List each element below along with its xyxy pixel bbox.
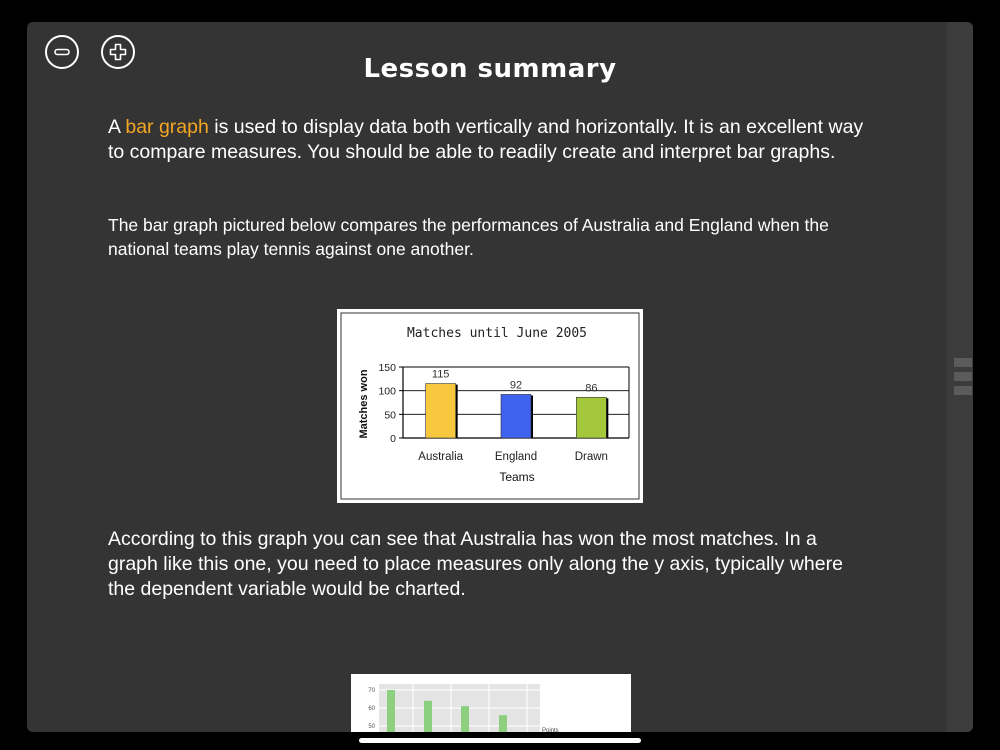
bar [387, 690, 395, 732]
legend-label: Points [542, 728, 559, 732]
y-tick-label: 150 [378, 362, 396, 374]
bar-chart-figure [337, 309, 643, 503]
y-tick-label: 100 [378, 385, 396, 398]
category-label: Australia [418, 451, 464, 463]
bar [499, 715, 507, 732]
bar [424, 701, 432, 732]
bar [461, 706, 469, 732]
category-label: England [494, 451, 538, 463]
category-label: Drawn [574, 451, 608, 463]
bar-england [501, 394, 531, 438]
bar-australia [426, 384, 456, 438]
y-tick-label: 50 [384, 409, 396, 422]
bar-chart [337, 309, 643, 503]
chart-description: The bar graph pictured below compares the performances of Australia and England when the national teams play tennis against one another. [108, 215, 829, 259]
scroll-grip[interactable] [954, 358, 972, 367]
page-title: Lesson summary [363, 54, 617, 84]
scroll-grip[interactable] [954, 372, 972, 381]
bar-drawn [576, 397, 606, 438]
y-tick-label: 60 [368, 706, 375, 712]
data-label: 115 [431, 368, 450, 381]
data-label: 86 [585, 382, 598, 395]
y-tick-label: 50 [368, 724, 375, 730]
intro-paragraph: A bar graph is used to display data both vertically and horizontally. It is an excellent way to compare measures. You should be able to readily create and interpret bar graphs. [108, 116, 864, 163]
y-axis-label: Matches won [358, 369, 370, 439]
bar-graph-term[interactable]: bar graph [125, 116, 209, 138]
chart-title: Matches until June 2005 [406, 326, 588, 341]
y-tick-label: 0 [390, 433, 396, 445]
lesson-panel [27, 22, 973, 732]
scroll-grip[interactable] [954, 386, 972, 395]
partial-bar-chart [351, 674, 631, 732]
scrollbar[interactable] [947, 22, 973, 732]
x-axis-label: Teams [499, 470, 535, 484]
y-tick-label: 70 [368, 688, 375, 694]
home-indicator[interactable] [359, 738, 641, 743]
conclusion-paragraph: According to this graph you can see that Australia has won the most matches. In a graph like this one, you need to place measures only along the y axis, typically where the dependent variable would be charted. [108, 528, 843, 600]
second-chart-figure [351, 674, 631, 732]
data-label: 92 [509, 379, 523, 392]
